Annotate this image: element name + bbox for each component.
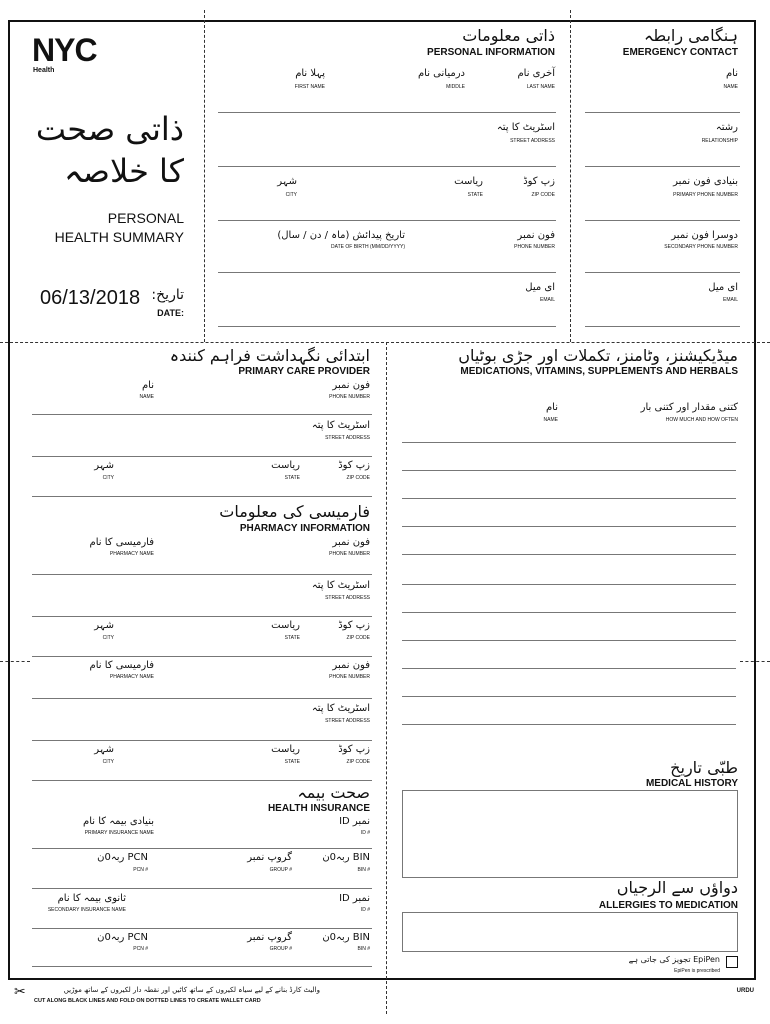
email-label-en: EMAIL bbox=[539, 297, 555, 303]
emergency-title-ur: ہنگامی رابطہ bbox=[643, 26, 738, 45]
pcp-street-label-en: STREET ADDRESS bbox=[325, 435, 370, 441]
middle-name-label: درمیانی نام bbox=[417, 68, 465, 79]
ec-secondary-line bbox=[585, 272, 740, 273]
fold-line bbox=[204, 10, 205, 342]
ins1-id-label: نمبر ID bbox=[339, 816, 370, 827]
pcp-title-ur: ابتدائی نگہداشت فراہم کنندہ bbox=[169, 346, 370, 365]
pcp-state-label: ریاست bbox=[271, 460, 300, 471]
medication-line[interactable] bbox=[402, 584, 736, 585]
pcp-city-label: شہر bbox=[94, 460, 114, 471]
pharmacy2-phone-label-en: PHONE NUMBER bbox=[329, 674, 370, 680]
medication-line[interactable] bbox=[402, 612, 736, 613]
email-label: ای میل bbox=[525, 282, 555, 293]
zip-label: زپ کوڈ bbox=[523, 176, 555, 187]
city-label-en: CITY bbox=[285, 192, 297, 198]
allergies-box[interactable] bbox=[402, 912, 738, 952]
pharmacy2-name-line bbox=[32, 698, 372, 699]
epipen-label-ur: EpiPen تجویز کی جاتی ہے bbox=[628, 955, 720, 964]
pcp-state-label-en: STATE bbox=[284, 475, 300, 481]
pharmacy2-name-label-en: PHARMACY NAME bbox=[109, 674, 154, 680]
fold-line bbox=[386, 342, 387, 1014]
medication-line[interactable] bbox=[402, 526, 736, 527]
allergies-title-en: ALLERGIES TO MEDICATION bbox=[598, 900, 738, 911]
allergies-title-ur: دواؤں سے الرجیاں bbox=[616, 878, 738, 897]
pcp-street-line bbox=[32, 456, 372, 457]
pharmacy1-street-label-en: STREET ADDRESS bbox=[325, 595, 370, 601]
ins2-bin-label-en: BIN # bbox=[357, 946, 370, 952]
pharmacy1-city-label-en: CITY bbox=[102, 635, 114, 641]
pcp-street-label: اسٹریٹ کا پتہ bbox=[311, 420, 370, 431]
state-label-en: STATE bbox=[467, 192, 483, 198]
medication-line[interactable] bbox=[402, 554, 736, 555]
ec-name-line bbox=[585, 112, 740, 113]
cut-instructions-en: CUT ALONG BLACK LINES AND FOLD ON DOTTED LINES TO CREATE WALLET CARD bbox=[34, 998, 261, 1004]
med-how-label-en: HOW MUCH AND HOW OFTEN bbox=[665, 417, 738, 423]
ins2-name-label-en: SECONDARY INSURANCE NAME bbox=[47, 907, 126, 913]
pharmacy2-city-label: شہر bbox=[94, 744, 114, 755]
pharmacy2-state-label: ریاست bbox=[271, 744, 300, 755]
pharmacy2-street-label: اسٹریٹ کا پتہ bbox=[311, 703, 370, 714]
medication-line[interactable] bbox=[402, 442, 736, 443]
cut-instructions-ur: والیٹ کارڈ بنانے کے لیے سیاہ لکیروں کے ساتھ کاٹیں اور نقطہ دار لکیروں کے ساتھ موڑیں bbox=[63, 986, 320, 994]
pcp-zip-label: زپ کوڈ bbox=[338, 460, 370, 471]
ins2-bin-label: BIN ربہ0ن bbox=[322, 932, 370, 943]
ins1-group-label-en: GROUP # bbox=[269, 867, 292, 873]
pharmacy2-state-label-en: STATE bbox=[284, 759, 300, 765]
ins2-group-label: گروپ نمبر bbox=[247, 932, 292, 943]
ec-relation-label: رشتہ bbox=[715, 122, 738, 133]
ins2-pcn-label: PCN ربہ0ن bbox=[97, 932, 148, 943]
pharmacy1-zip-label-en: ZIP CODE bbox=[346, 635, 370, 641]
med-how-label: کتنی مقدار اور کتنی بار bbox=[640, 402, 738, 413]
personal-info-title-ur: ذاتی معلومات bbox=[462, 26, 555, 45]
pcp-phone-label-en: PHONE NUMBER bbox=[329, 394, 370, 400]
pharmacy2-name-label: فارمیسی کا نام bbox=[89, 660, 154, 671]
email-field-line bbox=[218, 326, 556, 327]
street-label: اسٹریٹ کا پتہ bbox=[496, 122, 555, 133]
middle-name-label-en: MIDDLE bbox=[446, 84, 465, 90]
title-en-line1: PERSONAL bbox=[107, 210, 184, 226]
medication-line[interactable] bbox=[402, 668, 736, 669]
pharmacy1-phone-label: فون نمبر bbox=[332, 537, 370, 548]
ec-email-label: ای میل bbox=[708, 282, 738, 293]
ec-secondary-label: دوسرا فون نمبر bbox=[671, 230, 738, 241]
pcp-city-label-en: CITY bbox=[102, 475, 114, 481]
last-name-label-en: LAST NAME bbox=[526, 84, 555, 90]
pcp-name-label: نام bbox=[141, 380, 154, 391]
pharmacy-title-ur: فارمیسی کی معلومات bbox=[219, 502, 370, 521]
ec-name-label-en: NAME bbox=[723, 84, 738, 90]
emergency-title-en: EMERGENCY CONTACT bbox=[622, 47, 738, 58]
pcp-name-line bbox=[32, 414, 372, 415]
scissors-icon: ✂ bbox=[14, 984, 26, 1000]
nyc-logo: NYC bbox=[32, 32, 97, 68]
dob-label-en: DATE OF BIRTH (MM/DD/YYYY) bbox=[331, 244, 405, 250]
pcp-phone-label: فون نمبر bbox=[332, 380, 370, 391]
date-value: 06/13/2018 bbox=[40, 287, 141, 309]
ins1-pcn-label-en: PCN # bbox=[133, 867, 148, 873]
fold-mark bbox=[0, 661, 30, 662]
ins1-bin-label: BIN ربہ0ن bbox=[322, 852, 370, 863]
ins1-id-label-en: ID # bbox=[360, 830, 370, 836]
pharmacy1-state-label-en: STATE bbox=[284, 635, 300, 641]
ins2-name-line bbox=[32, 928, 372, 929]
ec-email-line bbox=[585, 326, 740, 327]
med-name-label-en: NAME bbox=[543, 417, 558, 423]
pharmacy-title-en: PHARMACY INFORMATION bbox=[239, 523, 370, 534]
medical-history-title-en: MEDICAL HISTORY bbox=[645, 778, 738, 789]
ins1-name-line bbox=[32, 848, 372, 849]
epipen-label-en: EpiPen is prescribed bbox=[674, 968, 720, 974]
fold-line bbox=[0, 342, 770, 343]
personal-info-title-en: PERSONAL INFORMATION bbox=[427, 47, 555, 58]
address-field-line bbox=[218, 220, 556, 221]
title-en-line2: HEALTH SUMMARY bbox=[54, 229, 184, 245]
pharmacy1-address-line bbox=[32, 656, 372, 657]
medication-line[interactable] bbox=[402, 498, 736, 499]
ins2-id-label-en: ID # bbox=[360, 907, 370, 913]
ec-email-label-en: EMAIL bbox=[722, 297, 738, 303]
ec-primary-line bbox=[585, 220, 740, 221]
ec-name-label: نام bbox=[725, 68, 738, 79]
pcp-address-line bbox=[32, 496, 372, 497]
ins1-name-label-en: PRIMARY INSURANCE NAME bbox=[84, 830, 154, 836]
title-urdu-line2: کا خلاصہ bbox=[64, 152, 184, 190]
ins2-group-label-en: GROUP # bbox=[269, 946, 292, 952]
ins1-pcn-label: PCN ربہ0ن bbox=[97, 852, 148, 863]
medications-title-ur: میڈیکیشنز، وٹامنز، تکملات اور جڑی بوٹیاں bbox=[458, 346, 738, 365]
first-name-label: پہلا نام bbox=[295, 68, 325, 79]
fold-mark bbox=[740, 661, 770, 662]
pharmacy2-phone-label: فون نمبر bbox=[332, 660, 370, 671]
date-label-en: DATE: bbox=[157, 308, 184, 318]
first-name-label-en: FIRST NAME bbox=[294, 84, 325, 90]
state-label: ریاست bbox=[454, 176, 483, 187]
ins1-bin-label-en: BIN # bbox=[357, 867, 370, 873]
ins1-numbers-line bbox=[32, 888, 372, 889]
ec-secondary-label-en: SECONDARY PHONE NUMBER bbox=[664, 244, 738, 250]
street-field-line bbox=[218, 166, 556, 167]
pharmacy2-zip-label-en: ZIP CODE bbox=[346, 759, 370, 765]
pcp-name-label-en: NAME bbox=[139, 394, 154, 400]
ec-primary-label-en: PRIMARY PHONE NUMBER bbox=[673, 192, 738, 198]
pcp-title-en: PRIMARY CARE PROVIDER bbox=[238, 366, 370, 377]
pharmacy2-city-label-en: CITY bbox=[102, 759, 114, 765]
zip-label-en: ZIP CODE bbox=[531, 192, 555, 198]
medical-history-box[interactable] bbox=[402, 790, 738, 878]
ins1-group-label: گروپ نمبر bbox=[247, 852, 292, 863]
pharmacy1-zip-label: زپ کوڈ bbox=[338, 620, 370, 631]
ec-relation-label-en: RELATIONSHIP bbox=[701, 138, 738, 144]
pharmacy1-name-label-en: PHARMACY NAME bbox=[109, 551, 154, 557]
name-field-line bbox=[218, 112, 556, 113]
ins2-id-label: نمبر ID bbox=[339, 893, 370, 904]
pharmacy1-state-label: ریاست bbox=[271, 620, 300, 631]
language-label: URDU bbox=[736, 988, 754, 994]
fold-line bbox=[570, 10, 571, 342]
ec-relation-line bbox=[585, 166, 740, 167]
city-label: شہر bbox=[277, 176, 297, 187]
insurance-title-en: HEALTH INSURANCE bbox=[267, 803, 370, 814]
ins1-name-label: بنیادی بیمہ کا نام bbox=[83, 816, 154, 827]
street-label-en: STREET ADDRESS bbox=[510, 138, 555, 144]
pharmacy1-city-label: شہر bbox=[94, 620, 114, 631]
dob-label: تاریخ پیدائش (ماہ / دن / سال) bbox=[277, 230, 405, 241]
pharmacy1-phone-label-en: PHONE NUMBER bbox=[329, 551, 370, 557]
phone-field-line bbox=[218, 272, 556, 273]
title-urdu-line1: ذاتی صحت bbox=[35, 110, 184, 148]
pharmacy2-zip-label: زپ کوڈ bbox=[338, 744, 370, 755]
pharmacy2-street-label-en: STREET ADDRESS bbox=[325, 718, 370, 724]
epipen-checkbox[interactable] bbox=[726, 956, 738, 968]
medication-line[interactable] bbox=[402, 696, 736, 697]
ec-primary-label: بنیادی فون نمبر bbox=[673, 176, 738, 187]
medical-history-title-ur: طبّی تاریخ bbox=[670, 758, 738, 777]
medication-line[interactable] bbox=[402, 640, 736, 641]
pharmacy2-street-line bbox=[32, 740, 372, 741]
insurance-title-ur: صحت بیمہ bbox=[297, 783, 370, 802]
ins2-numbers-line bbox=[32, 966, 372, 967]
last-name-label: آخری نام bbox=[517, 68, 555, 79]
phone-label-en: PHONE NUMBER bbox=[514, 244, 555, 250]
pharmacy1-street-label: اسٹریٹ کا پتہ bbox=[311, 580, 370, 591]
pcp-zip-label-en: ZIP CODE bbox=[346, 475, 370, 481]
pharmacy1-name-line bbox=[32, 574, 372, 575]
date-label-ur: تاریخ: bbox=[151, 287, 184, 303]
medication-line[interactable] bbox=[402, 470, 736, 471]
pharmacy2-address-line bbox=[32, 780, 372, 781]
med-name-label: نام bbox=[545, 402, 558, 413]
phone-label: فون نمبر bbox=[517, 230, 555, 241]
pharmacy1-name-label: فارمیسی کا نام bbox=[89, 537, 154, 548]
logo-sub: Health bbox=[33, 67, 55, 74]
ins2-pcn-label-en: PCN # bbox=[133, 946, 148, 952]
medications-title-en: MEDICATIONS, VITAMINS, SUPPLEMENTS AND HERBALS bbox=[460, 366, 738, 377]
pharmacy1-street-line bbox=[32, 616, 372, 617]
medication-line[interactable] bbox=[402, 724, 736, 725]
ins2-name-label: ثانوی بیمہ کا نام bbox=[57, 893, 126, 904]
